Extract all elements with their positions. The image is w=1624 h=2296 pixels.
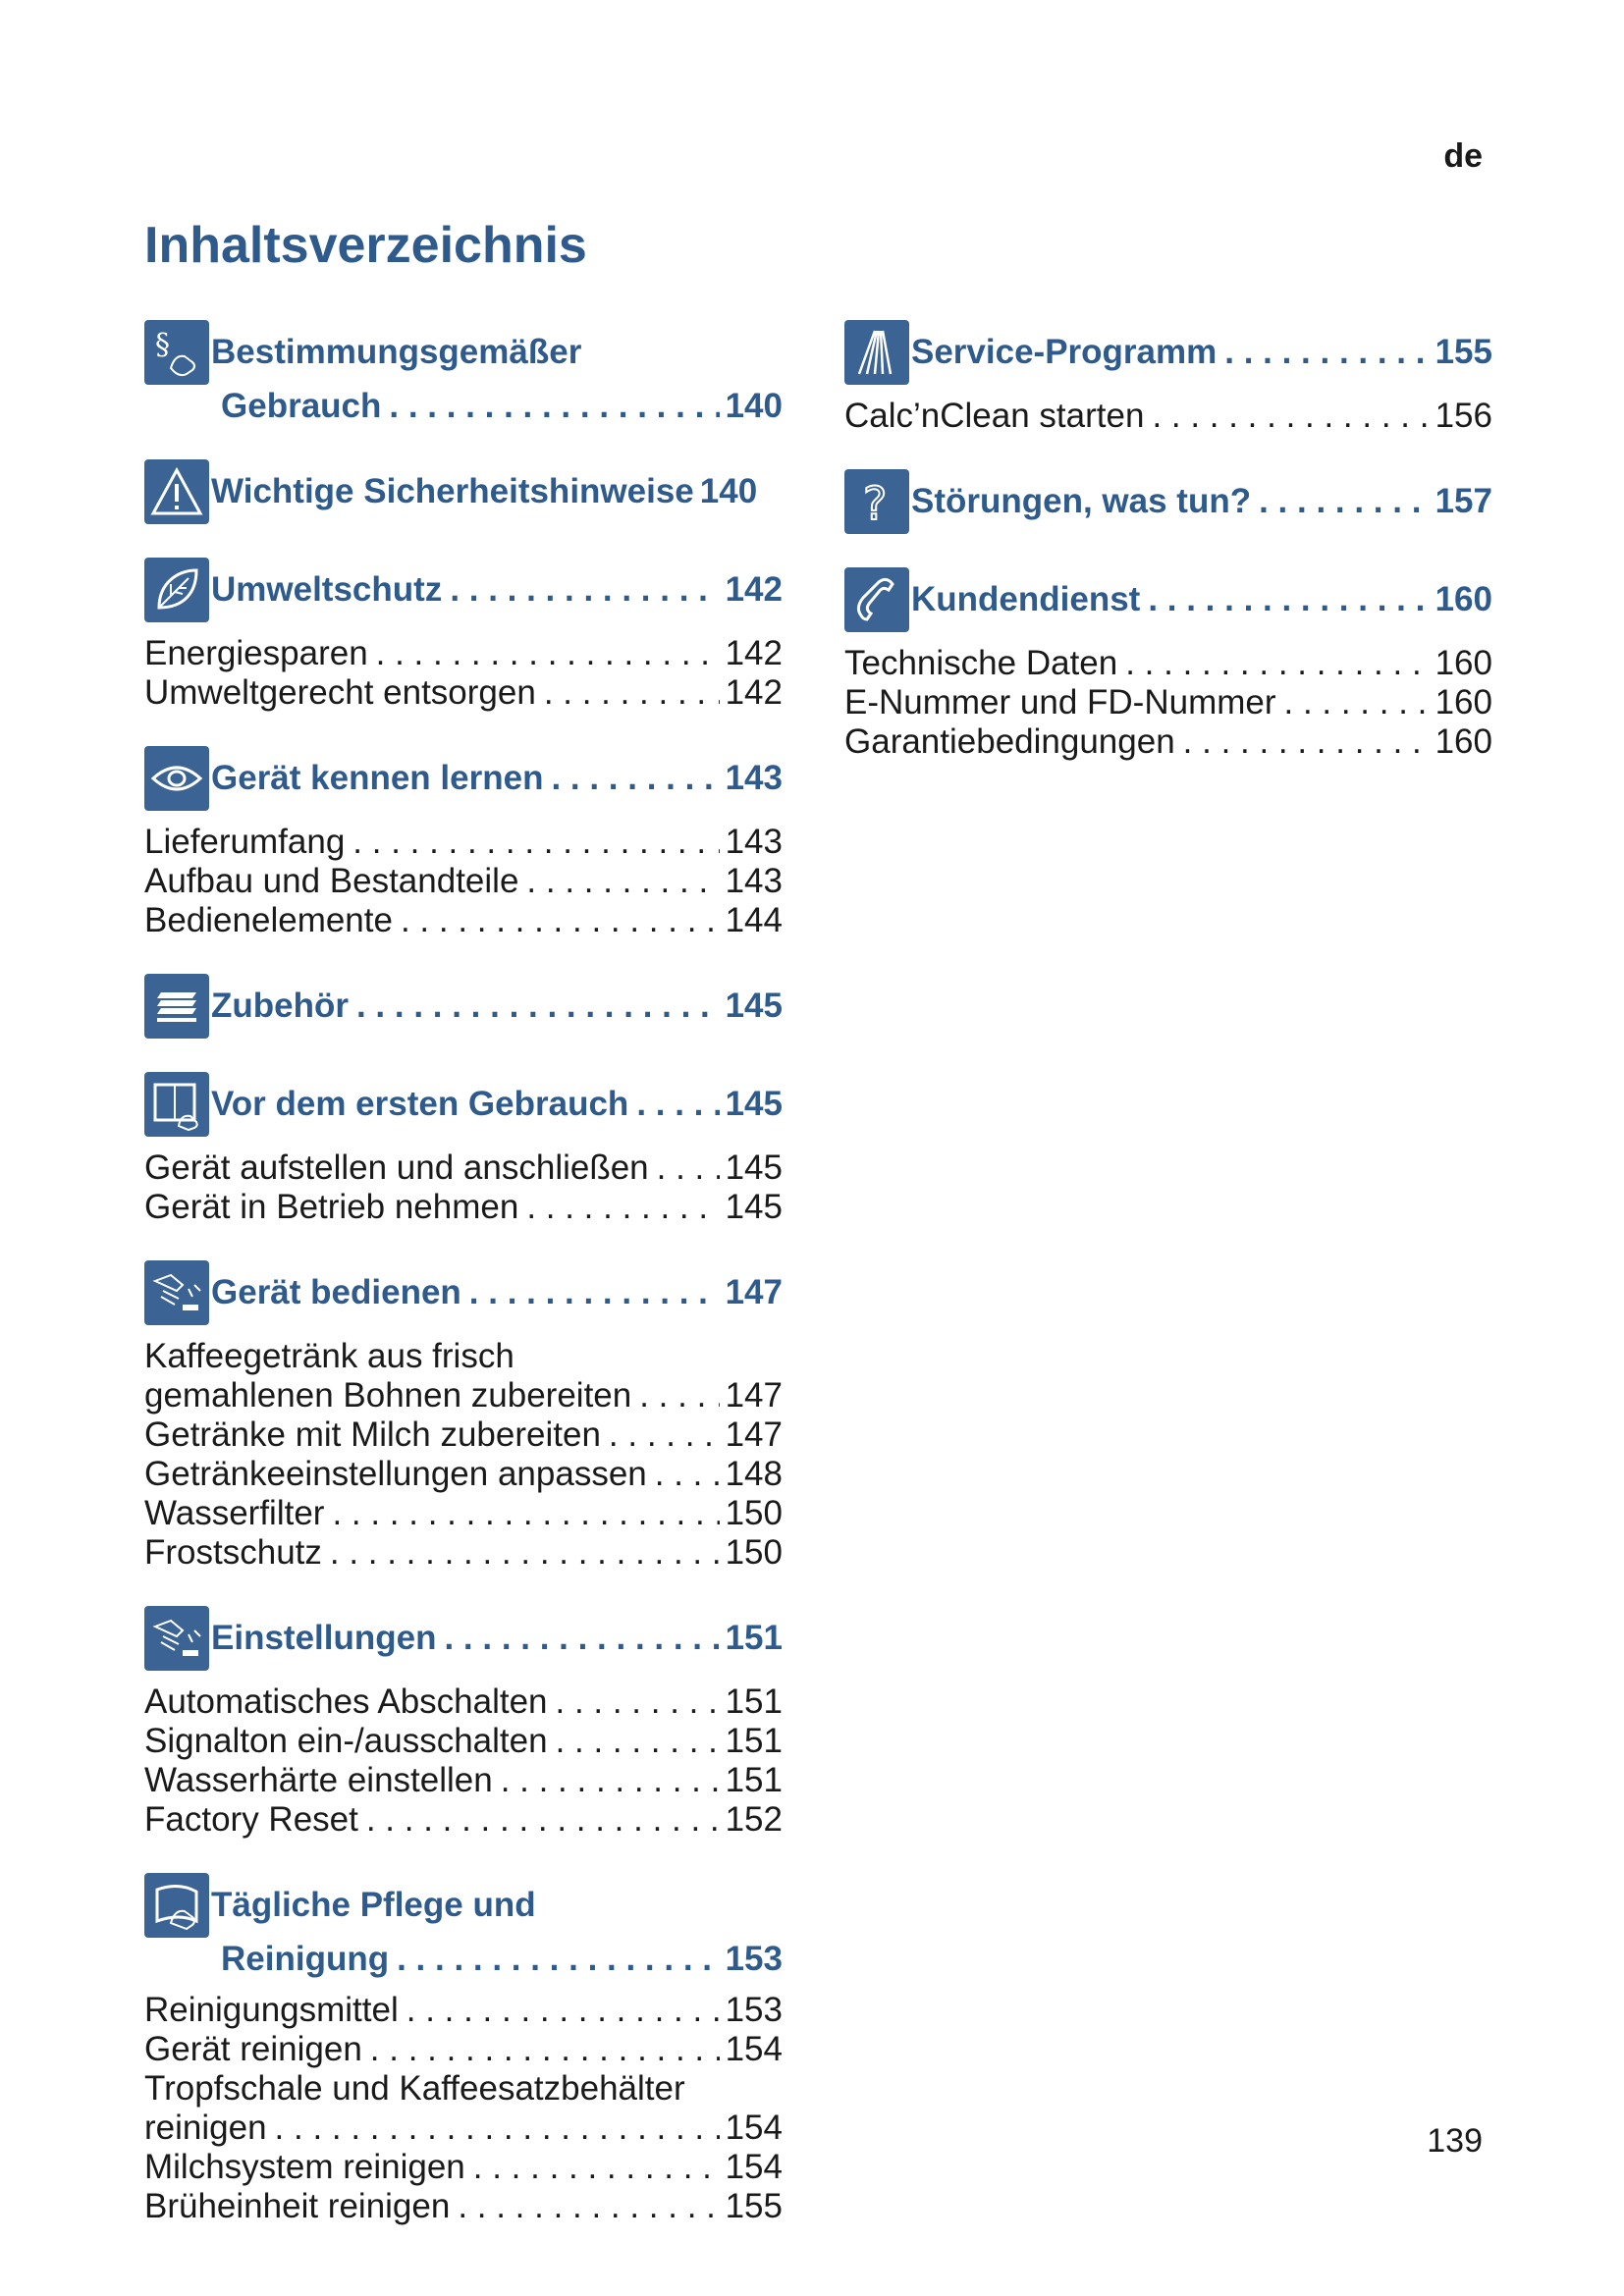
toc-section-page: 145 <box>725 1085 783 1123</box>
toc-section-title: Kundendienst <box>911 580 1141 618</box>
leader-dots <box>349 987 720 1026</box>
hand-operate-icon <box>144 1260 209 1325</box>
toc-entry-label: Signalton ein-/ausschalten <box>144 1722 548 1760</box>
toc-entry-page: 143 <box>725 823 783 861</box>
toc-section <box>144 459 783 524</box>
toc-section-title: Gerät bedienen <box>211 1273 461 1311</box>
toc-entry-page: 152 <box>725 1800 783 1839</box>
leader-dots <box>647 1455 720 1494</box>
toc-entry-label: Energiesparen <box>144 634 368 672</box>
toc-entry-page: 160 <box>1435 644 1492 682</box>
toc-entry[interactable] <box>144 823 783 862</box>
leaf-icon <box>144 558 209 622</box>
toc-entry-label: Calc’nClean starten <box>844 397 1145 435</box>
leader-dots <box>465 2148 720 2187</box>
toc-entry-page: 151 <box>725 1722 783 1760</box>
toc-section-heading[interactable] <box>844 567 1492 632</box>
toc-entry-page: 154 <box>725 2030 783 2068</box>
toc-entry[interactable] <box>144 2187 783 2226</box>
toc-entry-page: 142 <box>725 634 783 672</box>
stack-icon <box>144 974 209 1039</box>
toc-entry-page: 151 <box>725 1761 783 1799</box>
toc-section-page: 140 <box>725 387 783 425</box>
toc-section-page: 145 <box>725 987 783 1025</box>
toc-entry-label: Factory Reset <box>144 1800 358 1839</box>
toc-entry-label[interactable]: Kaffeegetränk aus frisch <box>144 1337 514 1375</box>
toc-entry-page: 145 <box>725 1148 783 1187</box>
toc-entry-page: 147 <box>725 1415 783 1454</box>
toc-entry[interactable] <box>144 901 783 940</box>
toc-section-title: Wichtige Sicherheitshinweise <box>211 472 694 510</box>
question-icon <box>844 469 909 534</box>
toc-section-page: 157 <box>1435 482 1492 520</box>
toc-entry-page: 160 <box>1435 683 1492 721</box>
toc-section-heading[interactable] <box>144 1072 783 1137</box>
leader-dots <box>450 2187 719 2226</box>
leader-dots <box>1251 482 1429 521</box>
toc-section-title: Zubehör <box>211 987 349 1025</box>
toc-entry-page: 148 <box>725 1455 783 1493</box>
toc-section-title: Einstellungen <box>211 1619 437 1657</box>
leader-dots <box>649 1148 720 1188</box>
leader-dots <box>393 901 720 940</box>
leader-dots <box>518 1188 719 1227</box>
toc-entry-page: 150 <box>725 1533 783 1572</box>
leader-dots <box>601 1415 720 1455</box>
leader-dots <box>461 1273 720 1312</box>
toc-section <box>144 1072 783 1227</box>
toc-section-page: 142 <box>725 570 783 609</box>
toc-entry[interactable] <box>144 2030 783 2069</box>
toc-entry[interactable] <box>144 2109 783 2148</box>
toc-entry[interactable] <box>144 1148 783 1188</box>
toc-section-heading[interactable] <box>144 1606 783 1671</box>
leader-dots <box>1276 683 1430 722</box>
toc-entry[interactable] <box>144 862 783 901</box>
toc-section-page: 151 <box>725 1619 783 1657</box>
toc-entry-label: Getränkeeinstellungen anpassen <box>144 1455 647 1493</box>
toc-entry-page: 150 <box>725 1494 783 1532</box>
leader-dots <box>536 673 720 713</box>
leader-dots <box>1217 333 1429 372</box>
toc-entry[interactable] <box>144 1533 783 1573</box>
toc-entry-list <box>144 1682 783 1840</box>
toc-section <box>844 469 1492 534</box>
svg-text:§: § <box>155 328 170 362</box>
toc-entry-page: 155 <box>725 2187 783 2225</box>
eye-icon <box>144 746 209 811</box>
leader-dots <box>322 1533 720 1573</box>
toc-section-title-continued[interactable]: Reinigung . . . 153 <box>144 1940 783 1979</box>
toc-section-title: Bestimmungsgemäßer <box>211 333 582 371</box>
toc-section-title-continued[interactable]: Gebrauch . . . 140 <box>144 387 783 426</box>
toc-section-title: Störungen, was tun? <box>911 482 1252 520</box>
toc-section-heading[interactable] <box>144 974 783 1039</box>
toc-entry-label: Reinigungsmittel <box>144 1991 399 2029</box>
toc-section <box>144 320 783 426</box>
toc-entry-label: Automatisches Abschalten <box>144 1682 548 1721</box>
toc-entry-page: 151 <box>725 1682 783 1721</box>
toc-section-heading[interactable] <box>144 1873 783 1938</box>
toc-entry-page: 153 <box>725 1991 783 2029</box>
leader-dots <box>267 2109 720 2148</box>
toc-section-heading[interactable] <box>144 558 783 622</box>
toc-section <box>844 320 1492 436</box>
toc-entry-list <box>844 644 1492 762</box>
toc-entry[interactable] <box>144 1415 783 1455</box>
leader-dots <box>543 759 719 798</box>
toc-entry-label: Gerät aufstellen und anschließen <box>144 1148 649 1187</box>
toc-entry-page: 144 <box>725 901 783 939</box>
toc-entry-label: Aufbau und Bestandteile <box>144 862 519 900</box>
phone-icon <box>844 567 909 632</box>
toc-section-page: 153 <box>725 1940 783 1978</box>
toc-entry-label: Garantiebedingungen <box>844 722 1175 761</box>
toc-section <box>144 1260 783 1573</box>
toc-entry-list <box>144 823 783 940</box>
toc-entry-list <box>144 634 783 713</box>
toc-section <box>144 746 783 940</box>
leader-dots <box>1175 722 1430 762</box>
leader-dots <box>368 634 720 673</box>
toc-entry-label: Getränke mit Milch zubereiten <box>144 1415 601 1454</box>
leader-dots <box>518 862 719 901</box>
toc-entry-page: 147 <box>725 1376 783 1415</box>
paragraph-hand-icon <box>144 320 209 385</box>
leader-dots <box>436 1619 719 1658</box>
toc-entry-page: 143 <box>725 862 783 900</box>
leader-dots <box>1144 397 1429 436</box>
toc-entry-label: Frostschutz <box>144 1533 322 1572</box>
toc-entry[interactable] <box>144 2148 783 2187</box>
toc-entry-label: reinigen <box>144 2109 267 2147</box>
toc-section-page: 143 <box>725 759 783 797</box>
toc-entry[interactable] <box>144 673 783 713</box>
toc-entry-list <box>144 1148 783 1227</box>
toc-entry[interactable] <box>144 1455 783 1494</box>
toc-section-heading[interactable] <box>844 469 1492 534</box>
toc-section <box>844 567 1492 762</box>
leader-dots <box>358 1800 720 1840</box>
toc-entry[interactable] <box>144 1722 783 1761</box>
leader-dots <box>1140 580 1429 619</box>
toc-entry-page: 160 <box>1435 722 1492 761</box>
toc-section <box>144 974 783 1039</box>
leader-dots <box>631 1376 719 1415</box>
toc-section-title: Tägliche Pflege und <box>211 1886 536 1924</box>
toc-entry-page: 156 <box>1435 397 1492 435</box>
toc-entry-label: Wasserfilter <box>144 1494 325 1532</box>
toc-entry-label[interactable]: Tropfschale und Kaffeesatzbehälter <box>144 2069 685 2108</box>
leader-dots <box>493 1761 720 1800</box>
book-hand-icon <box>144 1072 209 1137</box>
toc-entry-page: 142 <box>725 673 783 712</box>
svg-text:?: ? <box>863 477 888 529</box>
leader-dots <box>442 570 719 610</box>
toc-entry[interactable] <box>144 1991 783 2030</box>
toc-entry-label: Bedienelemente <box>144 901 393 939</box>
toc-section-heading[interactable] <box>144 459 783 524</box>
toc-section-title: Gerät kennen lernen <box>211 759 544 797</box>
service-lines-icon <box>844 320 909 385</box>
toc-section <box>144 1606 783 1840</box>
toc-section-page: 147 <box>725 1273 783 1311</box>
toc-entry-list <box>144 1991 783 2226</box>
toc-section-title: Service-Programm <box>911 333 1218 371</box>
toc-entry[interactable] <box>144 1761 783 1800</box>
toc-entry[interactable] <box>844 397 1492 436</box>
leader-dots <box>548 1682 720 1722</box>
toc-entry[interactable] <box>144 1682 783 1722</box>
toc-section-title: Umweltschutz <box>211 570 443 609</box>
toc-entry-label: Umweltgerecht entsorgen <box>144 673 536 712</box>
leader-dots <box>399 1991 720 2030</box>
toc-entry-label: gemahlenen Bohnen zubereiten <box>144 1376 632 1415</box>
toc-section-page: 140 <box>699 472 758 510</box>
toc-entry-label: E-Nummer und FD-Nummer <box>844 683 1276 721</box>
leader-dots <box>548 1722 720 1761</box>
toc-entry[interactable] <box>844 722 1492 762</box>
toc-entry-list <box>144 1337 783 1573</box>
leader-dots <box>362 2030 720 2069</box>
cloth-hand-icon <box>144 1873 209 1938</box>
toc-entry[interactable] <box>844 644 1492 683</box>
hand-settings-icon <box>144 1606 209 1671</box>
page-number: 139 <box>1427 2122 1483 2160</box>
toc-entry-label: Wasserhärte einstellen <box>144 1761 493 1799</box>
toc-entry-label: Brüheinheit reinigen <box>144 2187 451 2225</box>
leader-dots <box>1117 644 1429 683</box>
toc-entry[interactable] <box>144 1800 783 1840</box>
leader-dots <box>381 387 719 426</box>
leader-dots <box>389 1940 720 1979</box>
leader-dots <box>628 1085 719 1124</box>
toc-section-page: 155 <box>1435 333 1492 371</box>
language-code: de <box>1443 137 1483 175</box>
toc-entry-label: Gerät in Betrieb nehmen <box>144 1188 519 1226</box>
toc-entry-label: Gerät reinigen <box>144 2030 362 2068</box>
toc-entry-page: 154 <box>725 2148 783 2186</box>
toc-section-page: 160 <box>1435 580 1492 618</box>
toc-entry-label: Milchsystem reinigen <box>144 2148 465 2186</box>
toc-section-heading[interactable] <box>844 320 1492 385</box>
toc-entry[interactable] <box>144 1376 783 1415</box>
toc-entry-page: 154 <box>725 2109 783 2147</box>
page-title: Inhaltsverzeichnis <box>144 217 587 274</box>
toc-section <box>144 1873 783 2226</box>
toc-entry[interactable] <box>144 1494 783 1533</box>
toc-section-title: Vor dem ersten Gebrauch <box>211 1085 629 1123</box>
toc-left-column <box>144 320 783 2260</box>
warning-triangle-icon <box>144 459 209 524</box>
toc-entry[interactable] <box>844 683 1492 722</box>
toc-right-column <box>844 320 1492 795</box>
toc-entry-page: 145 <box>725 1188 783 1226</box>
toc-entry-list <box>844 397 1492 436</box>
toc-section-heading[interactable] <box>144 746 783 811</box>
toc-section <box>144 558 783 713</box>
toc-entry[interactable] <box>144 634 783 673</box>
toc-section-heading[interactable] <box>144 1260 783 1325</box>
leader-dots <box>345 823 719 862</box>
leader-dots <box>324 1494 719 1533</box>
toc-entry[interactable] <box>144 1188 783 1227</box>
toc-section-heading[interactable] <box>144 320 783 385</box>
toc-entry-label: Lieferumfang <box>144 823 346 861</box>
toc-entry-label: Technische Daten <box>844 644 1118 682</box>
